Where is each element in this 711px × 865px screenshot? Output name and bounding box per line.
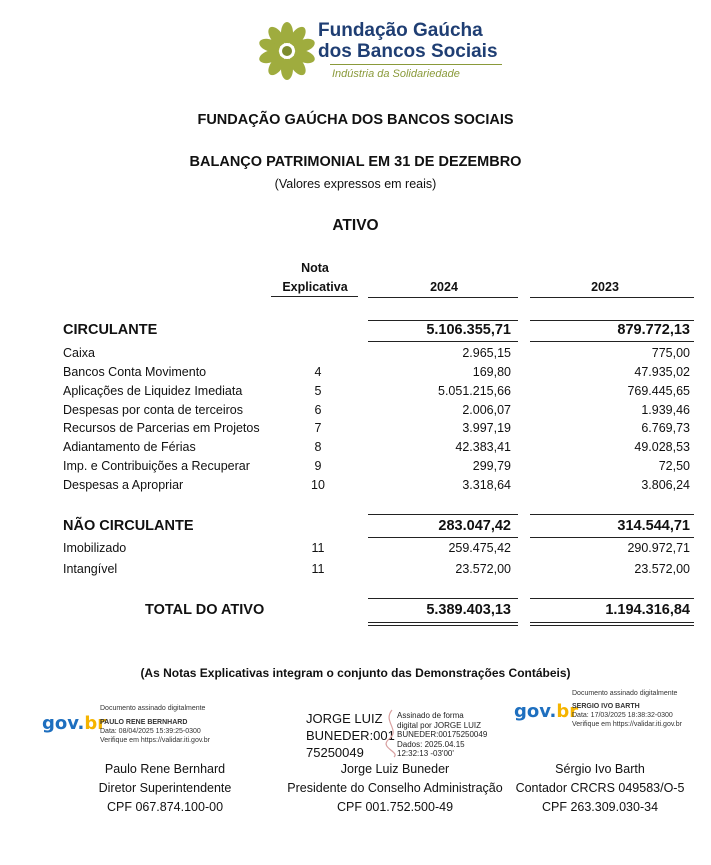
logo-tagline: Indústria da Solidariedade xyxy=(332,68,460,80)
note-column-header xyxy=(270,259,360,297)
row-value-2024: 3.997,19 xyxy=(462,421,511,435)
section-title: ATIVO xyxy=(332,217,379,234)
year-2024-header: 2024 xyxy=(430,280,458,294)
total-2023: 1.194.316,84 xyxy=(605,602,690,618)
row-value-2023: 72,50 xyxy=(658,459,690,473)
row-note: 8 xyxy=(314,440,322,454)
nao-circulante-total-2024: 283.047,42 xyxy=(438,518,511,534)
row-value-2023: 290.972,71 xyxy=(627,541,690,555)
total-2023-underline-2 xyxy=(530,625,694,626)
note-header-line2: Explicativa xyxy=(282,280,348,294)
row-label: Intangível xyxy=(63,562,118,576)
nao-circulante-2023-bottomline xyxy=(530,537,694,538)
row-note: 11 xyxy=(311,541,325,555)
document-subtitle: (Valores expressos em reais) xyxy=(274,177,437,191)
left-digital-stamp: Documento assinado digitalmente PAULO RENE BERNHARD Data: 08/04/2025 15:39:25-0300 Verifique em https://validar.iti.gov.br xyxy=(100,705,210,744)
signer-role: Diretor Superintendente xyxy=(98,781,232,795)
total-2023-topline xyxy=(530,598,694,599)
row-label: Imp. e Contribuições a Recuperar xyxy=(63,459,250,473)
logo-name-line2: dos Bancos Sociais xyxy=(318,41,498,62)
row-value-2024: 2.965,15 xyxy=(462,346,511,360)
right-digital-stamp: Documento assinado digitalmente SERGIO IVO BARTH Data: 17/03/2025 18:38:32-0300 Verifique em https://validar.iti.gov.br xyxy=(572,690,682,728)
row-value-2023: 769.445,65 xyxy=(627,384,690,398)
govbr-logo-icon: gov.br xyxy=(42,713,107,734)
total-2024-underline-1 xyxy=(368,622,518,623)
row-note: 10 xyxy=(311,478,325,492)
total-2023-underline-1 xyxy=(530,622,694,623)
row-note: 6 xyxy=(314,403,322,417)
signer-id: CPF 001.752.500-49 xyxy=(336,800,454,814)
row-note: 11 xyxy=(311,562,325,576)
row-label: Imobilizado xyxy=(63,541,127,555)
row-label: Adiantamento de Férias xyxy=(63,440,196,454)
circulante-total-2024: 5.106.355,71 xyxy=(426,322,511,338)
footnote: (As Notas Explicativas integram o conjunto das Demonstrações Contábeis) xyxy=(140,666,571,680)
year-2023-underline xyxy=(530,297,694,298)
nao-circulante-label: NÃO CIRCULANTE xyxy=(63,518,194,534)
total-label: TOTAL DO ATIVO xyxy=(145,602,265,618)
row-value-2024: 169,80 xyxy=(472,365,511,379)
nao-circulante-2024-bottomline xyxy=(368,537,518,538)
row-note: 7 xyxy=(314,421,322,435)
circulante-2023-bottomline xyxy=(530,341,694,342)
row-value-2023: 49.028,53 xyxy=(634,440,690,454)
circulante-2024-bottomline xyxy=(368,341,518,342)
signer-name: Sérgio Ivo Barth xyxy=(555,762,645,776)
row-value-2023: 1.939,46 xyxy=(641,403,690,417)
row-label: Bancos Conta Movimento xyxy=(63,365,207,379)
logo-name-line1: Fundação Gaúcha xyxy=(318,20,483,41)
row-note: 9 xyxy=(314,459,322,473)
nao-circulante-2024-topline xyxy=(368,514,518,515)
row-value-2024: 5.051.215,66 xyxy=(438,384,511,398)
total-2024-topline xyxy=(368,598,518,599)
row-value-2023: 775,00 xyxy=(651,346,690,360)
row-label: Despesas a Apropriar xyxy=(63,478,184,492)
row-label: Aplicações de Liquidez Imediata xyxy=(63,384,243,398)
row-label: Caixa xyxy=(63,346,95,360)
signer-name: Jorge Luiz Buneder xyxy=(340,762,450,776)
signer-role: Presidente do Conselho Administração xyxy=(287,781,503,795)
circulante-2023-topline xyxy=(530,320,694,321)
circulante-label: CIRCULANTE xyxy=(63,322,158,338)
row-label: Recursos de Parcerias em Projetos xyxy=(63,421,260,435)
note-header-line1: Nota xyxy=(301,261,329,275)
signer-id: CPF 067.874.100-00 xyxy=(106,800,224,814)
row-value-2023: 47.935,02 xyxy=(634,365,690,379)
note-header-underline xyxy=(271,296,358,297)
organization-logo xyxy=(256,18,506,84)
logo-name xyxy=(318,20,498,62)
row-value-2024: 2.006,07 xyxy=(462,403,511,417)
nao-circulante-2023-topline xyxy=(530,514,694,515)
circulante-total-2023: 879.772,13 xyxy=(617,322,690,338)
row-value-2024: 3.318,64 xyxy=(462,478,511,492)
year-2024-underline xyxy=(368,297,518,298)
signer-name: Paulo Rene Bernhard xyxy=(104,762,226,776)
row-label: Despesas por conta de terceiros xyxy=(63,403,243,417)
circulante-2024-topline xyxy=(368,320,518,321)
row-value-2024: 42.383,41 xyxy=(455,440,511,454)
row-note: 4 xyxy=(314,365,322,379)
nao-circulante-total-2023: 314.544,71 xyxy=(617,518,690,534)
signer-id: CPF 263.309.030-34 xyxy=(541,800,659,814)
govbr-logo-icon: gov.br xyxy=(514,701,579,722)
row-value-2024: 259.475,42 xyxy=(448,541,511,555)
year-2023-header: 2023 xyxy=(591,280,619,294)
row-value-2023: 23.572,00 xyxy=(634,562,690,576)
middle-signature-name: JORGE LUIZ BUNEDER:001 75250049 xyxy=(306,711,395,760)
row-note: 5 xyxy=(314,384,322,398)
middle-digital-stamp: Assinado de forma digital por JORGE LUIZ BUNEDER:00175250049 Dados: 2025.04.15 12:32:13 -03'00' xyxy=(397,711,488,758)
row-value-2024: 23.572,00 xyxy=(455,562,511,576)
total-2024-underline-2 xyxy=(368,625,518,626)
logo-divider xyxy=(330,64,502,65)
signer-role: Contador CRCRS 049583/O-5 xyxy=(515,781,685,795)
flower-logo-icon xyxy=(256,20,318,82)
row-value-2023: 6.769,73 xyxy=(641,421,690,435)
row-value-2024: 299,79 xyxy=(472,459,511,473)
total-2024: 5.389.403,13 xyxy=(426,602,511,618)
organization-title: FUNDAÇÃO GAÚCHA DOS BANCOS SOCIAIS xyxy=(197,112,514,128)
document-title: BALANÇO PATRIMONIAL EM 31 DE DEZEMBRO xyxy=(189,154,522,170)
row-value-2023: 3.806,24 xyxy=(641,478,690,492)
